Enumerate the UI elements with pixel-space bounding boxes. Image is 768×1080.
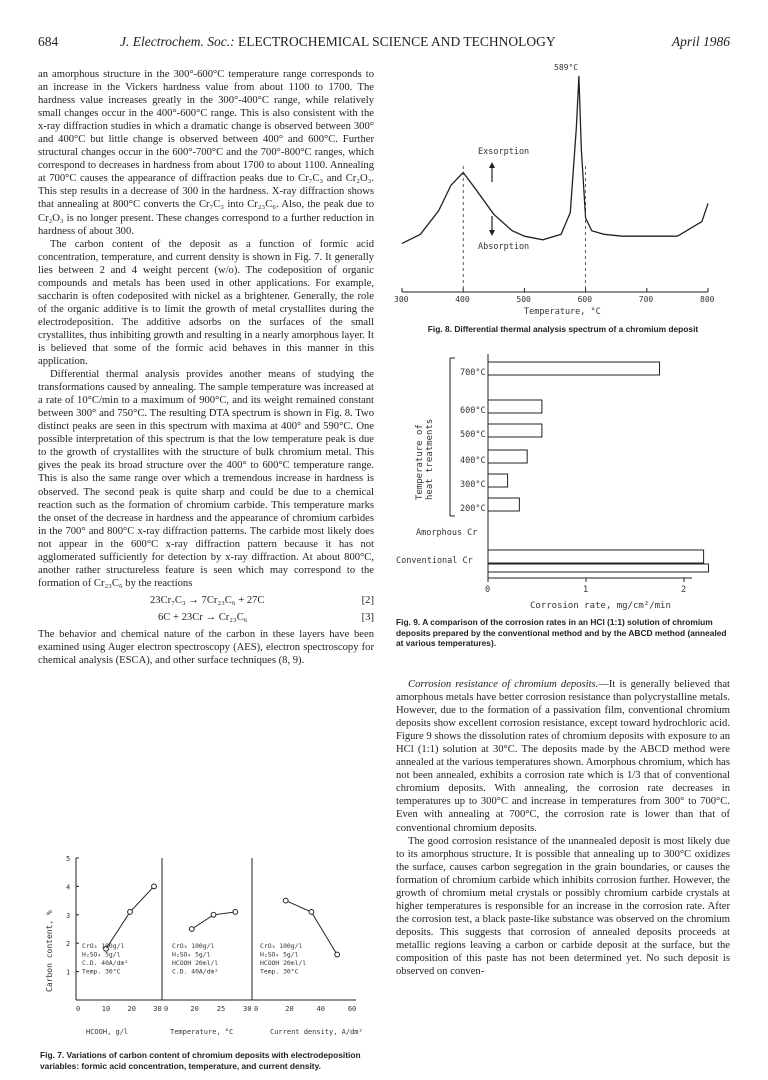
fig7-carbon-chart [40, 852, 376, 1044]
fig7-legend-line: H₂SO₄ 5g/l [172, 950, 211, 959]
fig8-x-tick-label: 600 [577, 295, 593, 304]
fig7-x-tick-label: 0 [254, 1005, 259, 1013]
fig8-x-tick-label: 700 [638, 295, 654, 304]
fig9-bar [488, 362, 660, 375]
paragraph: an amorphous structure in the 300°-600°C temperature range corresponds to an increase in the Vickers hardness value from about 1100 to 1700. The hardness value increases greatly in the 300°-400°C range, while relatively small changes occur in the 400°-600°C range. This is also consistent with the x-ray diffraction studies in which a dramatic change is observed between 300° and 400°C but little change is observed between 400° and 600°C. Further structural changes occur in the 600°-700°C and the 700°-800°C ranges, which correspond to decreases in hardness from about 1700 to about 1100. Annealing at 700°C causes the appearance of diffraction peaks due to Cr₇C₃ and Cr₂O₃. This step results in a decrease of 300 in the hardness. X-ray diffraction shows that annealing at 800°C converts the Cr₇C₃ into Cr₂₃C₆. Also, the peak due to Cr₂O₃ is no longer present. These changes correspond to a further reduction in hardness of about 300. [38, 69, 374, 237]
journal-name: J. Electrochem. Soc.: [120, 34, 235, 49]
fig8-absorption-arrowhead [489, 230, 495, 236]
fig8-exsorption-arrowhead [489, 162, 495, 168]
running-title [120, 34, 556, 50]
fig7-x-tick-label: 20 [285, 1005, 294, 1013]
paragraph: The good corrosion resistance of the unannealed deposit is most likely due to its amorphous structure. It is possible that annealing up to 300°C oxidizes the surface, causes carbon segregation in the grain boundaries, or causes the formation of chromium carbide which inhibits corrosion further. However, the growth of chromium metal crystals or possibly chromium carbide crystals at higher temperatures is responsible for an increase in the corrosion rate. After the corrosion test, a black paste-like substance was observed on the chromium deposits. This suggests that corrosion of annealed deposits proceeds at metallic regions leaving a carbon or carbide deposit at the surface, but the composition of this paste has not been determined yet. No such deposit is observed on conven- [396, 835, 730, 978]
fig7-y-tick-label: 2 [66, 940, 71, 949]
fig7-legend-line: CrO₃ 100g/l [172, 942, 215, 950]
fig9-xlabel: Corrosion rate, mg/cm²/min [530, 601, 671, 611]
fig7-x-tick-label: 60 [347, 1005, 357, 1013]
section-name: ELECTROCHEMICAL SCIENCE AND TECHNOLOGY [237, 34, 556, 49]
section-heading: Corrosion resistance of chromium deposits. [408, 679, 599, 690]
fig8-caption: Fig. 8. Differential thermal analysis spectrum of a chromium deposit [427, 324, 699, 334]
fig9-x-tick-label: 1 [583, 585, 589, 595]
fig7-legend-line: CrO₃ 100g/l [260, 942, 303, 950]
fig8-x-tick-label: 400 [455, 295, 470, 304]
fig9-category-label: 300°C [460, 480, 486, 490]
fig7-data-point [189, 927, 194, 932]
fig7-y-tick-label: 5 [66, 855, 71, 863]
page-header [38, 34, 730, 52]
fig7-legend-line: CrO₃ 100g/l [82, 942, 125, 950]
fig8-absorption-label: Absorption [478, 242, 530, 252]
fig7-x-tick-label: 20 [190, 1005, 199, 1013]
fig7-legend-line: C.D. 40A/dm² [172, 967, 219, 976]
fig9-category-label: 500°C [460, 430, 486, 440]
fig7-data-point [233, 910, 238, 915]
fig7-panel2-xlabel: Temperature, °C [170, 1028, 234, 1036]
fig8-dta-curve [402, 76, 708, 243]
fig9-bar [488, 400, 542, 413]
fig8-exsorption-label: Exsorption [478, 147, 530, 157]
fig7-data-point [211, 912, 216, 917]
fig7-y-tick-label: 3 [66, 911, 71, 920]
fig7-panel3-xlabel: Current density, A/dm² [270, 1028, 363, 1036]
fig9-bar-secondary [488, 564, 709, 572]
fig8-x-tick-label: 300 [394, 295, 409, 304]
fig8-xlabel: Temperature, °C [524, 307, 601, 317]
fig7-legend-line: C.D. 40A/dm² [82, 959, 129, 967]
paragraph: Corrosion resistance of chromium deposits.—It is generally believed that amorphous metals have better corrosion resistance than polycrystalline metals. However, due to the formation of a passivation film, conventional chromium deposits show excellent corrosion resistance, except toward hydrochloric acid. Figure 9 shows the dissolution rates of chromium deposits with exposure to an HCl (1:1) solution at 30°C. The deposits made by the ABCD method were annealed at the various temperatures shown. Amorphous chromium, which has not been annealed, exhibits a corrosion rate which is 1/3 that of conventional chromium deposits. With annealing, the corrosion rate decreases in temperatures up to 300°C and increase in temperatures from 300° to 700°C. Even with annealing at 700°C, the corrosion rate is lower than that of conventional chromium deposits. [396, 679, 730, 834]
fig9-bar [488, 474, 508, 487]
fig7-ylabel: Carbon content, % [45, 910, 54, 992]
fig7-x-tick-label: 25 [216, 1005, 226, 1013]
fig7-legend-line: HCOOH 20ml/l [172, 959, 219, 967]
paragraph: The behavior and chemical nature of the carbon in these layers have been examined using Auger electron spectroscopy (AES), electron spectroscopy for chemical analysis (ESCA), and other surface techniques (8, 9). [38, 628, 374, 667]
fig9-category-label: 600°C [460, 406, 486, 416]
fig9-x-tick-label: 2 [681, 585, 687, 595]
fig7-caption: Fig. 7. Variations of carbon content of chromium deposits with electrodeposition variables: formic acid concentration, temperature, and current density. [40, 1050, 361, 1071]
fig9-bar [488, 424, 542, 437]
fig7-x-tick-label: 40 [316, 1005, 325, 1013]
issue-date: April 1986 [671, 34, 730, 49]
fig7-data-point [309, 910, 314, 915]
paragraph: The carbon content of the deposit as a function of formic acid concentration, temperature, and current density is shown in Fig. 7. It generally lies between 2 and 4 weight percent (w/o). The codeposition of organic compounds and metals has been used in other applications. For example, saccharin is often codeposited with nickel as a brightener. Generally, the role of the organic additive is to limit the growth of metal crystallites during the electrodeposition. The additive adsorbs on the surfaces of the small crystallites, thus inhibiting growth and resulting in a nearly amorphous layer. It is believed that some of the formic acid behaves in this manner in this application. [38, 238, 374, 368]
fig9-category-label: 700°C [460, 368, 486, 378]
fig9-category-label: 200°C [460, 504, 486, 514]
fig7-x-tick-label: 30 [153, 1005, 162, 1013]
fig9-category-label: 400°C [460, 456, 486, 466]
fig7-legend-line: H₂SO₄ 5g/l [260, 950, 299, 959]
left-column [38, 68, 374, 667]
fig7-series-line [106, 886, 154, 949]
fig7-x-tick-label: 0 [164, 1005, 169, 1013]
fig7-data-point [335, 952, 340, 957]
fig7-legend-line: HCOOH 20ml/l [260, 959, 307, 967]
fig7-data-point [128, 910, 133, 915]
page-number: 684 [38, 34, 59, 49]
fig9-ylabel-line2: heat treatments [425, 418, 435, 500]
fig9-bar [488, 498, 519, 511]
fig9-ylabel-line1: Temperature of [415, 424, 425, 500]
fig7-data-point [152, 884, 157, 889]
fig8-dta-chart [394, 58, 730, 318]
fig7-data-point [283, 898, 288, 903]
fig7-legend-line: Temp. 30°C [82, 967, 121, 976]
paragraph: Differential thermal analysis provides another means of studying the transformations caused by annealing. The sample temperature was increased at a rate of 10°C/min to a maximum of 900°C, and its weight remained constant between 300° and 750°C. The resulting DTA spectrum is shown in Fig. 8. Two distinct peaks are seen in this spectrum with maxima at 400° and 590°C. One possible interpretation of this spectrum is that the low temperature peak is due to the growth of crystallites with the structure of bulk chromium metal. This gives the peak its broad structure over the 400° to 600°C temperature range. This is also the same range over which a tremendous increase in hardness is observed. The second peak is quite sharp and could be due to a chemical reaction such as the formation of chromium carbide. This temperature marks the onset of the decrease in hardness and the appearance of chromium carbides in the 700° and 800°C x-ray diffraction patterns. The carbide most likely does not appear in the 600°C x-ray diffraction pattern because it has not agglomerated sufficiently for detection by x-ray diffraction. At about 800°C, another rather structureless feature is seen which may correspond to the formation of Cr₂₃C₆ by the reactions [38, 369, 374, 589]
fig7-y-tick-label: 1 [66, 968, 71, 977]
fig7-legend-line: H₂SO₄ 5g/l [82, 950, 121, 959]
fig7-x-tick-label: 20 [127, 1005, 136, 1013]
fig8-x-tick-label: 800 [700, 295, 715, 304]
equation-2: 23Cr₇C₃ → 7Cr₂₃C₆ + 27C [2] [150, 594, 374, 606]
fig9-bar [488, 450, 527, 463]
equation-3: 6C + 23Cr → Cr₂₃C₆ [3] [158, 611, 374, 623]
fig9-caption: Fig. 9. A comparison of the corrosion rates in an HCl (1:1) solution of chromium deposits prepared by the conventional method and by the ABCD method (annealed at various temperatures). [396, 617, 727, 649]
fig7-panel1-xlabel: HCOOH, g/l [86, 1028, 129, 1036]
fig9-category-label: Amorphous Cr [416, 528, 478, 538]
fig7-y-tick-label: 4 [66, 883, 71, 892]
fig8-peak-label: 589°C [554, 63, 579, 72]
fig9-corrosion-chart [392, 352, 732, 614]
fig7-x-tick-label: 0 [76, 1005, 81, 1013]
fig7-x-tick-label: 30 [243, 1005, 252, 1013]
fig9-x-tick-label: 0 [485, 585, 491, 595]
fig7-x-tick-label: 10 [101, 1005, 111, 1013]
fig9-bar [488, 550, 704, 563]
fig8-x-tick-label: 500 [516, 295, 531, 304]
fig7-legend-line: Temp. 30°C [260, 967, 299, 976]
right-column [396, 678, 730, 978]
fig9-category-label: Conventional Cr [396, 556, 473, 566]
